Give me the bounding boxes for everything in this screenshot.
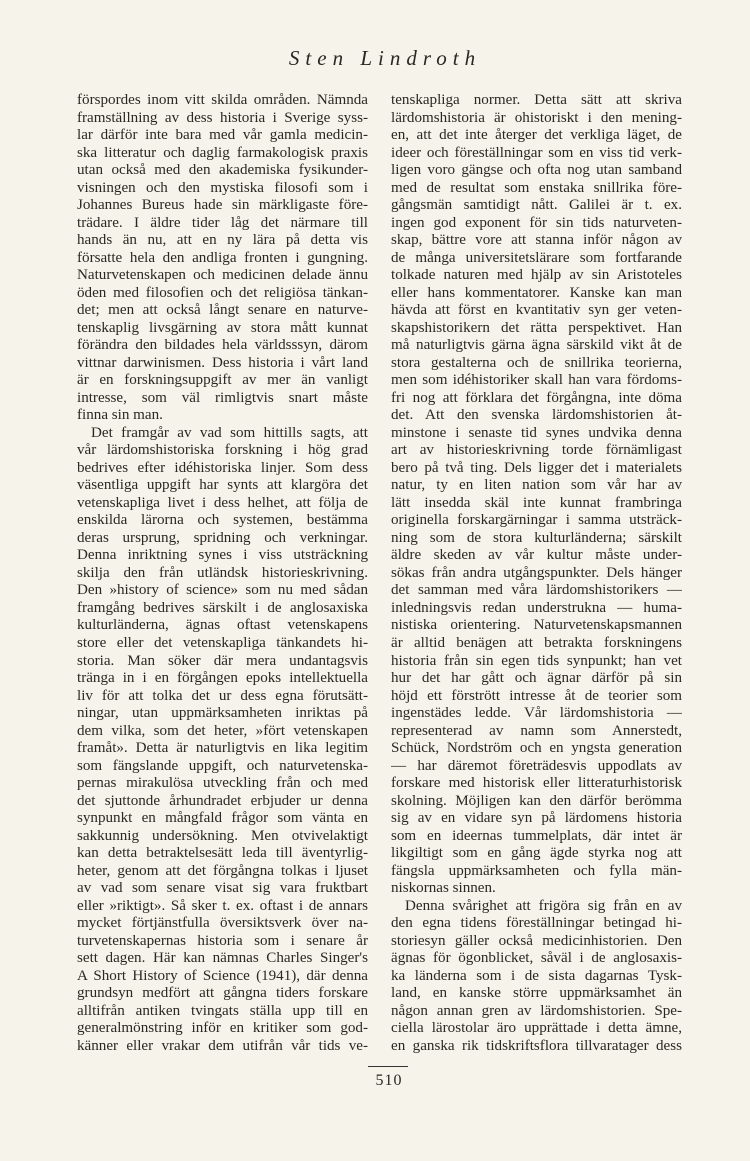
text-line: bedrives efter idéhistoriska linjer. Som dess [77,459,368,476]
text-line: en, att det inte återger det verkliga läget, de [391,127,682,144]
text-line: det; men att också långt senare en naturve- [77,302,368,319]
text-line: ideer och föreställningar som en viss tid verk- [391,144,682,161]
text-line: tränga in i en förgången epoks intellektuella [77,670,368,687]
text-line: bero på två ting. Dels ligger det i materialets [391,459,682,476]
text-line: tenskapliga normer. Detta sätt att skriva [391,92,682,108]
text-line: sakkunnig undersökning. Men otvivelaktigt [77,827,368,844]
text-line: stora gestalterna och de snillrika teorierna, [391,354,682,371]
text-line: någon annan gren av lärdomshistorien. Spe- [391,1002,682,1019]
text-line: som fängslande uppgift, och naturvetenska- [77,757,368,774]
text-line: ligen voro gängse och ofta nog utan samband [391,162,682,179]
text-line: intresse, som väl rimligtvis snart måste [77,389,368,406]
text-line: liv för att tolka det ur dess egna förutsätt- [77,687,368,704]
text-line: äldre skeden av vår kultur måste under- [391,547,682,564]
text-line: niskornas sinnen. [391,880,496,897]
text-line: men som idéhistoriker skall han vara fördoms- [391,372,682,389]
text-line: inledningsvis redan understrukna — huma- [391,599,682,616]
text-line: pernas mirakulösa utveckling från och med [77,775,368,792]
text-line: — har däremot företrädesvis uppodlats av [391,757,682,774]
text-line: grundsyn medfört att gångna tiders forskare [77,985,368,1002]
text-line: med de resultat som enstaka snillrika före- [391,179,682,196]
text-line: deras ursprung, spridning och verkningar. [77,529,368,546]
text-line: Det framgår av vad som hittills sagts, att [91,424,368,441]
text-line: skolning. Möjligen kan den därför berömma [391,792,682,809]
text-line: vetenskapliga livet i dess helhet, att följa de [77,494,368,511]
text-line: tenskaplig livsgärning av stora mått kunnat [77,319,368,336]
text-line: kulturländerna, ägnas oftast vetenskapens [77,617,368,634]
text-line: eller hans kommentatorer. Kanske kan man [391,284,682,301]
text-line: Denna svårighet att frigöra sig från en av [405,897,682,914]
text-line: nistiska orientering. Naturvetenskapsmannen [391,617,682,634]
text-line: känner eller vrakar dem utifrån vår tids ve- [77,1037,368,1054]
text-line: store eller det vetenskapliga tänkandets hi- [77,634,368,651]
text-line: hävda att först en kvantitativ syn ger veten- [391,302,682,319]
text-line: originella forskargärningar i samma utsträck- [391,512,682,529]
text-line: ka länderna som i de sista dagarnas Tysk- [391,967,682,984]
text-line: skapshistorikern det rätta perspektivet. Han [391,319,682,336]
text-line: alltifrån antiken tvingats ställa upp till en [77,1002,368,1019]
text-line: land, en kanske större uppmärksamhet än [391,985,682,1002]
right-column [391,92,682,1055]
text-line: må naturligtvis gärna ägna särskild vikt åt de [391,337,682,354]
text-line: framgång bedrives särskilt i de anglosaxiska [77,599,368,616]
text-line: skap, bättre vore att stanna inför någon av [391,232,682,249]
text-line: generalmönstring inför en kritiker som god- [77,1020,368,1037]
text-line: lärdomshistoria är ohistoriskt i den mening- [391,109,682,126]
text-line: trädare. I äldre tider låg det närmare till [77,214,368,231]
text-line: art av historieskrivning torde förnämligast [391,442,682,459]
text-line: Naturvetenskapen och medicinen delade ännu [77,267,368,284]
text-line: storia. Man söker där mera undantagsvis [77,652,368,669]
text-line: förspordes inom vitt skilda områden. Nämnda [77,92,368,108]
text-line: Johannes Bureus hade sin märkligaste före- [77,197,368,214]
text-line: mycket förtjänstfulla översiktsverk över na- [77,915,368,932]
text-line: framåt». Detta är naturligtvis en lika legitim [77,740,368,757]
text-line: finna sin man. [77,407,163,424]
text-line: eller »riktigt». Så sker t. ex. oftast i de annars [77,897,368,914]
text-line: fängsla uppmärksamheten och fylla män- [391,862,682,879]
text-line: ägnas för ögonblicket, såväl i de anglosaxis- [391,950,682,967]
text-line: sig av en vidare syn på lärdomens historia [391,810,682,827]
text-line: det. Att den svenska lärdomshistorien åt- [391,407,682,424]
text-line: väsentliga uppgift har synts att klargöra det [77,477,368,494]
text-line: en ganska rik tidskriftsflora tillvaratager dess [391,1037,682,1054]
text-line: enskilda lärorna och systemen, bestämma [77,512,368,529]
text-line: är alltid benägen att betrakta forskningens [391,634,682,651]
running-title: Sten Lindroth [288,46,482,70]
text-line: representerad av namn som Annerstedt, [391,722,682,739]
text-line: likgiltigt som en gång ägde styrka nog att [391,845,682,862]
text-line: ska litteratur och daglig farmakologisk praxis [77,144,368,161]
text-line: de många universitetslärare som fortfarande [391,249,682,266]
text-line: vår lärdomshistoriska forskning i hög grad [77,442,368,459]
text-line: lar därför inte bara med vår gamla medicin- [77,127,368,144]
text-line: framställning av dess historia i Sverige syss- [77,109,368,126]
text-line: hands än nu, att en ny lära på detta vis [77,232,368,249]
text-line: vittnar darwinismen. Dess historia i vårt land [77,354,368,371]
text-line: tolkade naturen med hjälp av sin Aristoteles [391,267,682,284]
text-line: storiesyn gäller också medicinhistorien. Den [391,932,682,949]
text-line: fri nog att förklara det förgångna, inte döma [391,389,682,406]
text-line: ingenstädes ledde. Vår lärdomshistoria — [391,705,682,722]
text-line: det samman med våra lärdomshistorikers — [391,582,682,599]
text-line: som en ideernas tummelplats, där intet är [391,827,682,844]
text-line: dem vilka, som det heter, »fört vetenskapen [77,722,368,739]
text-line: gångsmän samtidigt nått. Galilei är t. ex. [391,197,682,214]
footer-rule [368,1066,408,1067]
page-number: 510 [375,1072,403,1089]
text-line: sett dagen. Här kan nämnas Charles Singer's [77,950,368,967]
text-line: Denna inriktning synes i viss utsträckning [77,547,368,564]
text-line: heter, genom att det förgångna tolkas i ljuset [77,862,368,879]
text-line: utan också med den akademiska fysikunder- [77,162,368,179]
text-line: sökas från andra utgångspunkter. Dels hänger [391,564,682,581]
text-line: natur, ty en liten nation som vår har av [391,477,682,494]
text-line: hur det har gått och ägnar därför på sin [391,670,682,687]
text-line: ingen god exponent för sin tids naturveten- [391,214,682,231]
text-line: höjd ett förstrött intresse åt de teorier som [391,687,682,704]
text-line: är en forskningsuppgift av mer än vanligt [77,372,368,389]
text-line: historia från sin egen tids synpunkt; han vet [391,652,682,669]
text-line: minstone i senaste tid synes undvika denna [391,424,682,441]
text-line: ning som de stora kulturländerna; särskilt [391,529,682,546]
text-line: öden med filosofien och det religiösa tänkan- [77,284,368,301]
text-line: ciella lärostolar äro upprättade i detta ämne, [391,1020,682,1037]
text-line: visningen och den mystiska filosofi som i [77,179,368,196]
text-line: Den »history of science» som nu med sådan [77,582,368,599]
left-column [77,92,368,1055]
text-line: A Short History of Science (1941), där denna [77,967,368,984]
text-line: forskare med historisk eller litteraturhistorisk [391,775,682,792]
text-line: Schück, Nordström och en yngsta generation [391,740,682,757]
text-line: ningar, utan uppmärksamheten inriktas på [77,705,368,722]
text-line: den egna tidens föreställningar betingad hi- [391,915,682,932]
text-line: det sjuttonde århundradet erbjuder ur denna [77,792,368,809]
text-line: synpunkt en mångfald frågor som vänta en [77,810,368,827]
text-line: försatte hela den andliga fronten i gungning. [77,249,368,266]
text-line: turvetenskapernas historia som i senare år [77,932,368,949]
text-line: förändra den bildades hela världsssyn, därom [77,337,368,354]
text-line: kan detta betraktelsesätt leda till äventyrlig- [77,845,368,862]
text-line: lätt insedda skäl inte kunnat frambringa [391,494,682,511]
text-line: av vad som senare visat sig vara fruktbart [77,880,368,897]
text-line: skilja den från utländsk historieskrivning. [77,564,368,581]
